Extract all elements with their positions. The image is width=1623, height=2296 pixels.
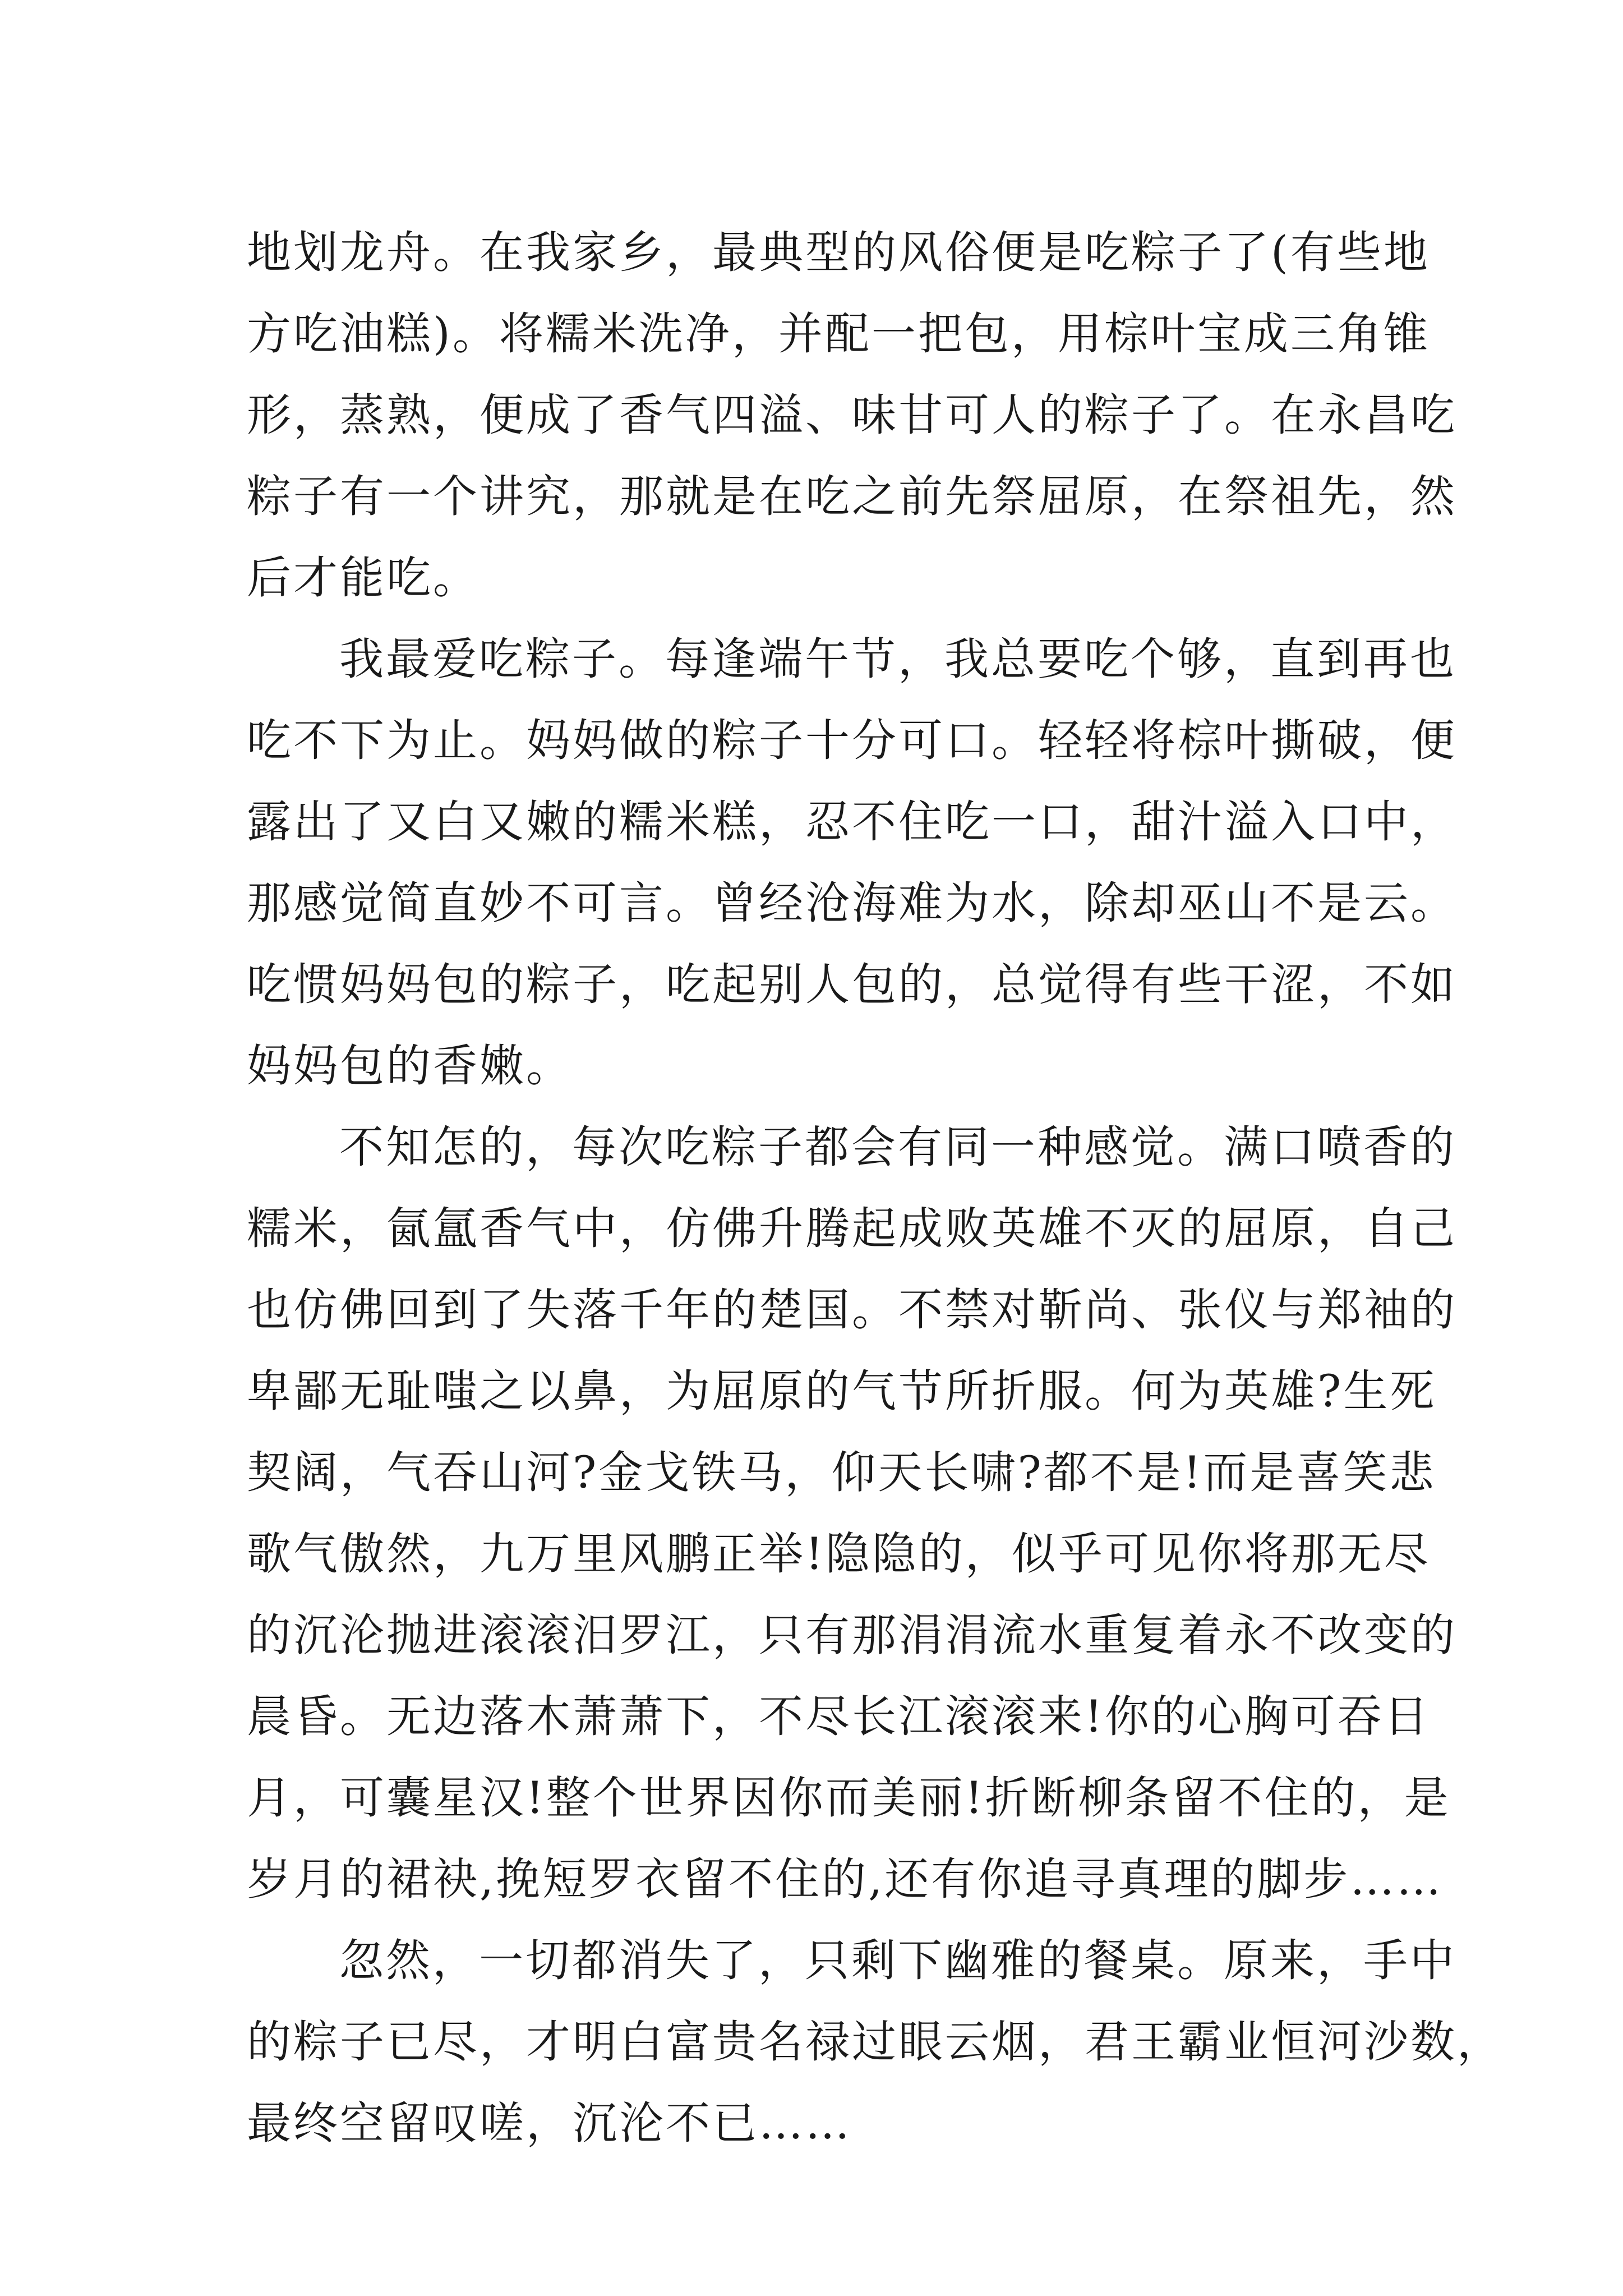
- document-body: [247, 212, 1504, 2164]
- text-line: 糯米，氤氲香气中，仿佛升腾起成败英雄不灭的屈原，自己: [247, 1203, 1457, 1254]
- text-line: 岁月的裙袂,挽短罗衣留不住的,还有你追寻真理的脚步……: [247, 1853, 1444, 1905]
- text-line: 不知怎的，每次吃粽子都会有同一种感觉。满口喷香的: [339, 1121, 1456, 1173]
- paragraph-4: [247, 1920, 1504, 2164]
- text-line: 歌气傲然，九万里风鹏正举!隐隐的，似乎可见你将那无尽: [247, 1528, 1431, 1580]
- text-line: 吃惯妈妈包的粽子，吃起别人包的，总觉得有些干涩，不如: [247, 959, 1457, 1010]
- text-line: 粽子有一个讲究，那就是在吃之前先祭屈原，在祭祖先，然: [247, 471, 1457, 522]
- text-line: 我最爱吃粽子。每逢端午节，我总要吃个够，直到再也: [339, 633, 1456, 685]
- paragraph-1: [247, 212, 1457, 619]
- text-line: 晨昏。无边落木萧萧下，不尽长江滚滚来!你的心胸可吞日: [247, 1691, 1431, 1742]
- text-line: 契阔，气吞山河?金戈铁马，仰天长啸?都不是!而是喜笑悲: [247, 1447, 1436, 1498]
- text-line: 忽然，一切都消失了，只剩下幽雅的餐桌。原来，手中: [339, 1935, 1456, 1986]
- text-line: 后才能吃。: [247, 552, 479, 604]
- paragraph-2: [247, 619, 1457, 1107]
- text-line: 月，可囊星汉!整个世界因你而美丽!折断柳条留不住的，是: [247, 1772, 1451, 1824]
- text-line: 方吃油糕)。将糯米洗净，并配一把包，用棕叶宝成三角锥: [247, 308, 1430, 360]
- text-line: 露出了又白又嫩的糯米糕，忍不住吃一口，甜汁溢入口中，: [247, 796, 1457, 848]
- text-line: 地划龙舟。在我家乡，最典型的风俗便是吃粽子了(有些地: [247, 227, 1430, 278]
- text-line: 那感觉简直妙不可言。曾经沧海难为水，除却巫山不是云。: [247, 877, 1457, 929]
- text-line: 的粽子已尽，才明白富贵名禄过眼云烟，君王霸业恒河沙数，: [247, 2016, 1504, 2068]
- text-line: 妈妈包的香嫩。: [247, 1040, 573, 1092]
- paragraph-3: [247, 1107, 1457, 1920]
- text-line: 的沉沦抛进滚滚汨罗江，只有那涓涓流水重复着永不改变的: [247, 1609, 1457, 1661]
- text-line: 也仿佛回到了失落千年的楚国。不禁对靳尚、张仪与郑袖的: [247, 1284, 1457, 1336]
- text-line: 卑鄙无耻嗤之以鼻，为屈原的气节所折服。何为英雄?生死: [247, 1365, 1437, 1417]
- text-line: 最终空留叹嗟，沉沦不已……: [247, 2097, 852, 2149]
- text-line: 形，蒸熟，便成了香气四溢、味甘可人的粽子了。在永昌吃: [247, 389, 1457, 441]
- text-line: 吃不下为止。妈妈做的粽子十分可口。轻轻将棕叶撕破，便: [247, 715, 1457, 766]
